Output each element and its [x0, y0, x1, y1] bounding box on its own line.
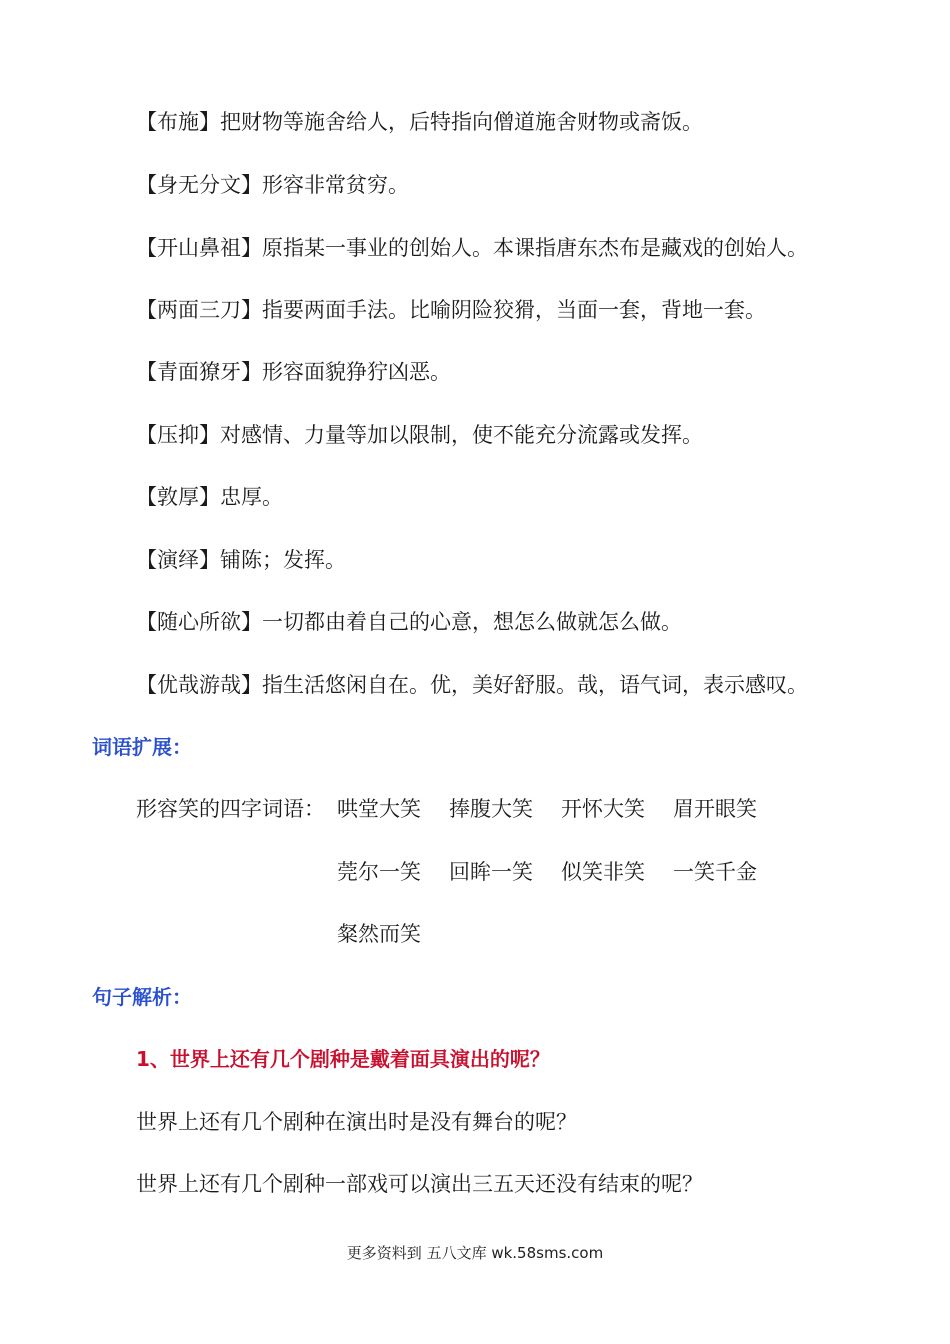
sentence-example: 世界上还有几个剧种在演出时是没有舞台的呢？ [136, 1110, 577, 1134]
extension-word: 一笑千金 [673, 860, 757, 884]
vocab-entry-qingmianliaoya: 【青面獠牙】形容面貌狰狞凶恶。 [136, 360, 451, 384]
vocab-entry-youzaiyouzai: 【优哉游哉】指生活悠闲自在。优，美好舒服。哉，语气词，表示感叹。 [136, 673, 808, 697]
sentence-example: 世界上还有几个剧种一部戏可以演出三五天还没有结束的呢？ [136, 1172, 703, 1196]
extension-word: 似笑非笑 [561, 860, 645, 884]
extension-word: 开怀大笑 [561, 797, 645, 821]
vocab-entry-yayi: 【压抑】对感情、力量等加以限制，使不能充分流露或发挥。 [136, 423, 703, 447]
word-extension-heading: 词语扩展： [92, 735, 192, 759]
vocab-entry-liangmiansandao: 【两面三刀】指要两面手法。比喻阴险狡猾，当面一套，背地一套。 [136, 298, 766, 322]
extension-word: 粲然而笑 [337, 922, 421, 946]
vocab-entry-shenwufenwen: 【身无分文】形容非常贫穷。 [136, 173, 409, 197]
word-extension-label: 形容笑的四字词语： [136, 797, 325, 821]
extension-word: 哄堂大笑 [337, 797, 421, 821]
vocab-entry-kaishanbizu: 【开山鼻祖】原指某一事业的创始人。本课指唐东杰布是藏戏的创始人。 [136, 236, 808, 260]
extension-word: 捧腹大笑 [449, 797, 533, 821]
vocab-entry-suixinsuoyu: 【随心所欲】一切都由着自己的心意，想怎么做就怎么做。 [136, 610, 682, 634]
extension-word: 莞尔一笑 [337, 860, 421, 884]
extension-word: 回眸一笑 [449, 860, 533, 884]
vocab-entry-dunhou: 【敦厚】忠厚。 [136, 485, 283, 509]
page-footer: 更多资料到 五八文库 wk.58sms.com [346, 1244, 604, 1262]
vocab-entry-bushi: 【布施】把财物等施舍给人，后特指向僧道施舍财物或斋饭。 [136, 110, 703, 134]
sentence-analysis-heading: 句子解析： [92, 985, 192, 1009]
sentence-analysis-title: 1、世界上还有几个剧种是戴着面具演出的呢？ [136, 1047, 550, 1071]
vocab-entry-yanyi: 【演绎】铺陈；发挥。 [136, 548, 346, 572]
extension-word: 眉开眼笑 [673, 797, 757, 821]
